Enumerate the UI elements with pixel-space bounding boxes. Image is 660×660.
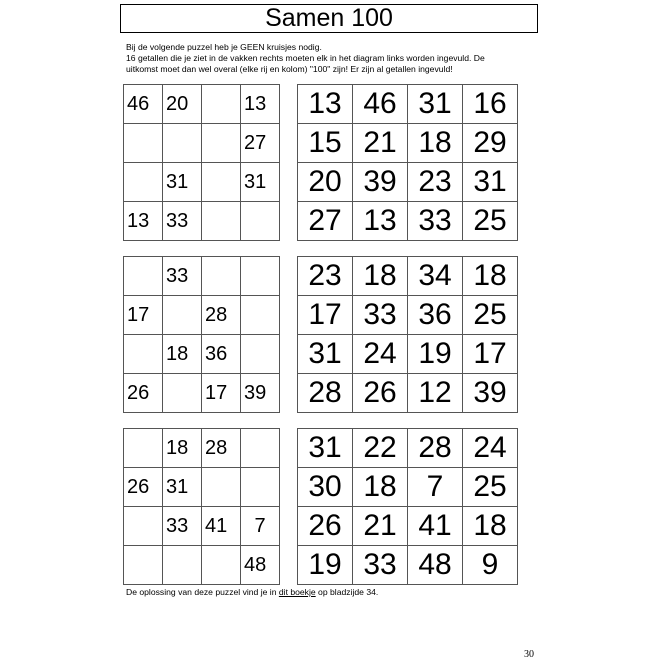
instruction-line: 16 getallen die je ziet in de vakken rechts moeten elk in het diagram links worden ingevuld. De bbox=[126, 53, 485, 63]
number-bank-1 bbox=[297, 84, 518, 241]
grid-cell[interactable]: 13 bbox=[241, 85, 280, 124]
grid-cell[interactable]: 18 bbox=[163, 335, 202, 374]
bank-number: 26 bbox=[353, 374, 408, 413]
bank-number: 25 bbox=[463, 468, 518, 507]
grid-cell[interactable] bbox=[124, 163, 163, 202]
bank-number: 22 bbox=[353, 429, 408, 468]
grid-cell[interactable] bbox=[241, 202, 280, 241]
grid-cell[interactable] bbox=[241, 335, 280, 374]
grid-cell[interactable] bbox=[163, 546, 202, 585]
grid-cell[interactable]: 13 bbox=[124, 202, 163, 241]
bank-number: 48 bbox=[408, 546, 463, 585]
grid-cell[interactable]: 31 bbox=[241, 163, 280, 202]
grid-cell[interactable] bbox=[241, 468, 280, 507]
bank-row bbox=[298, 202, 518, 241]
bank-number: 23 bbox=[298, 257, 353, 296]
grid-cell[interactable] bbox=[241, 257, 280, 296]
instruction-line: Bij de volgende puzzel heb je GEEN kruisjes nodig. bbox=[126, 42, 322, 52]
grid-cell[interactable]: 27 bbox=[241, 124, 280, 163]
bank-number: 31 bbox=[408, 85, 463, 124]
grid-cell[interactable] bbox=[202, 468, 241, 507]
grid-cell[interactable] bbox=[124, 335, 163, 374]
bank-row bbox=[298, 163, 518, 202]
bank-number: 27 bbox=[298, 202, 353, 241]
bank-number: 30 bbox=[298, 468, 353, 507]
grid-row bbox=[124, 163, 280, 202]
bank-number: 46 bbox=[353, 85, 408, 124]
page-number: 30 bbox=[524, 649, 534, 660]
bank-number: 13 bbox=[353, 202, 408, 241]
grid-cell[interactable] bbox=[202, 202, 241, 241]
bank-number: 18 bbox=[463, 257, 518, 296]
instruction-line: uitkomst moet dan wel overal (elke rij en kolom) "100" zijn! Er zijn al getallen ingevuld! bbox=[126, 64, 453, 74]
bank-number: 31 bbox=[463, 163, 518, 202]
grid-row bbox=[124, 85, 280, 124]
grid-row bbox=[124, 202, 280, 241]
bank-number: 39 bbox=[353, 163, 408, 202]
grid-cell[interactable] bbox=[124, 507, 163, 546]
bank-number: 16 bbox=[463, 85, 518, 124]
booklet-link[interactable]: dit boekje bbox=[278, 587, 316, 597]
solution-note bbox=[126, 587, 378, 597]
bank-number: 19 bbox=[298, 546, 353, 585]
bank-number: 18 bbox=[463, 507, 518, 546]
grid-row bbox=[124, 468, 280, 507]
bank-number: 15 bbox=[298, 124, 353, 163]
grid-cell[interactable] bbox=[202, 546, 241, 585]
grid-cell[interactable] bbox=[124, 257, 163, 296]
solution-note-text-end: op bladzijde 34. bbox=[315, 587, 379, 597]
bank-number: 25 bbox=[463, 202, 518, 241]
page-title bbox=[120, 4, 538, 33]
grid-cell[interactable]: 33 bbox=[163, 507, 202, 546]
bank-number: 21 bbox=[353, 507, 408, 546]
grid-cell[interactable]: 41 bbox=[202, 507, 241, 546]
bank-row bbox=[298, 335, 518, 374]
bank-number: 36 bbox=[408, 296, 463, 335]
bank-number: 31 bbox=[298, 335, 353, 374]
grid-cell[interactable]: 36 bbox=[202, 335, 241, 374]
grid-row bbox=[124, 296, 280, 335]
bank-number: 33 bbox=[408, 202, 463, 241]
bank-number: 33 bbox=[353, 546, 408, 585]
bank-number: 34 bbox=[408, 257, 463, 296]
bank-number: 28 bbox=[408, 429, 463, 468]
grid-cell[interactable]: 17 bbox=[202, 374, 241, 413]
grid-cell[interactable]: 33 bbox=[163, 257, 202, 296]
bank-number: 29 bbox=[463, 124, 518, 163]
grid-cell[interactable] bbox=[163, 124, 202, 163]
grid-cell[interactable] bbox=[202, 124, 241, 163]
bank-number: 23 bbox=[408, 163, 463, 202]
grid-cell[interactable]: 39 bbox=[241, 374, 280, 413]
grid-cell[interactable]: 26 bbox=[124, 374, 163, 413]
puzzle-grid-2 bbox=[123, 256, 280, 413]
instructions bbox=[126, 42, 526, 75]
grid-cell[interactable]: 18 bbox=[163, 429, 202, 468]
bank-number: 18 bbox=[353, 468, 408, 507]
grid-row bbox=[124, 546, 280, 585]
grid-cell[interactable] bbox=[202, 163, 241, 202]
grid-cell[interactable]: 31 bbox=[163, 163, 202, 202]
grid-row bbox=[124, 507, 280, 546]
grid-cell[interactable]: 26 bbox=[124, 468, 163, 507]
solution-note-text: De oplossing van deze puzzel vind je in bbox=[126, 587, 279, 597]
grid-cell[interactable] bbox=[163, 296, 202, 335]
number-bank-3 bbox=[297, 428, 518, 585]
bank-number: 33 bbox=[353, 296, 408, 335]
bank-row bbox=[298, 429, 518, 468]
bank-row bbox=[298, 546, 518, 585]
puzzle-grid-3 bbox=[123, 428, 280, 585]
bank-number: 20 bbox=[298, 163, 353, 202]
grid-row bbox=[124, 257, 280, 296]
bank-row bbox=[298, 257, 518, 296]
grid-cell[interactable]: 33 bbox=[163, 202, 202, 241]
grid-cell[interactable]: 48 bbox=[241, 546, 280, 585]
grid-cell[interactable]: 7 bbox=[241, 507, 280, 546]
grid-cell[interactable]: 17 bbox=[124, 296, 163, 335]
grid-cell[interactable]: 28 bbox=[202, 296, 241, 335]
bank-number: 31 bbox=[298, 429, 353, 468]
bank-number: 24 bbox=[463, 429, 518, 468]
bank-row bbox=[298, 507, 518, 546]
bank-number: 26 bbox=[298, 507, 353, 546]
bank-number: 17 bbox=[463, 335, 518, 374]
puzzle-grid-1 bbox=[123, 84, 280, 241]
grid-cell[interactable] bbox=[124, 546, 163, 585]
bank-number: 24 bbox=[353, 335, 408, 374]
bank-number: 19 bbox=[408, 335, 463, 374]
grid-cell[interactable]: 46 bbox=[124, 85, 163, 124]
title-text: Samen 100 bbox=[265, 4, 393, 32]
bank-number: 18 bbox=[353, 257, 408, 296]
bank-number: 9 bbox=[463, 546, 518, 585]
grid-cell[interactable] bbox=[124, 429, 163, 468]
grid-row bbox=[124, 429, 280, 468]
bank-number: 28 bbox=[298, 374, 353, 413]
grid-cell[interactable] bbox=[241, 296, 280, 335]
grid-cell[interactable] bbox=[202, 85, 241, 124]
grid-cell[interactable]: 28 bbox=[202, 429, 241, 468]
bank-row bbox=[298, 296, 518, 335]
bank-row bbox=[298, 374, 518, 413]
bank-row bbox=[298, 85, 518, 124]
grid-cell[interactable] bbox=[202, 257, 241, 296]
bank-number: 41 bbox=[408, 507, 463, 546]
grid-cell[interactable]: 20 bbox=[163, 85, 202, 124]
grid-cell[interactable]: 31 bbox=[163, 468, 202, 507]
grid-cell[interactable] bbox=[124, 124, 163, 163]
grid-cell[interactable] bbox=[163, 374, 202, 413]
grid-cell[interactable] bbox=[241, 429, 280, 468]
bank-number: 21 bbox=[353, 124, 408, 163]
bank-row bbox=[298, 468, 518, 507]
number-bank-2 bbox=[297, 256, 518, 413]
bank-number: 7 bbox=[408, 468, 463, 507]
grid-row bbox=[124, 335, 280, 374]
bank-number: 18 bbox=[408, 124, 463, 163]
grid-row bbox=[124, 374, 280, 413]
bank-number: 17 bbox=[298, 296, 353, 335]
bank-number: 25 bbox=[463, 296, 518, 335]
bank-number: 13 bbox=[298, 85, 353, 124]
bank-number: 12 bbox=[408, 374, 463, 413]
grid-row bbox=[124, 124, 280, 163]
bank-number: 39 bbox=[463, 374, 518, 413]
bank-row bbox=[298, 124, 518, 163]
